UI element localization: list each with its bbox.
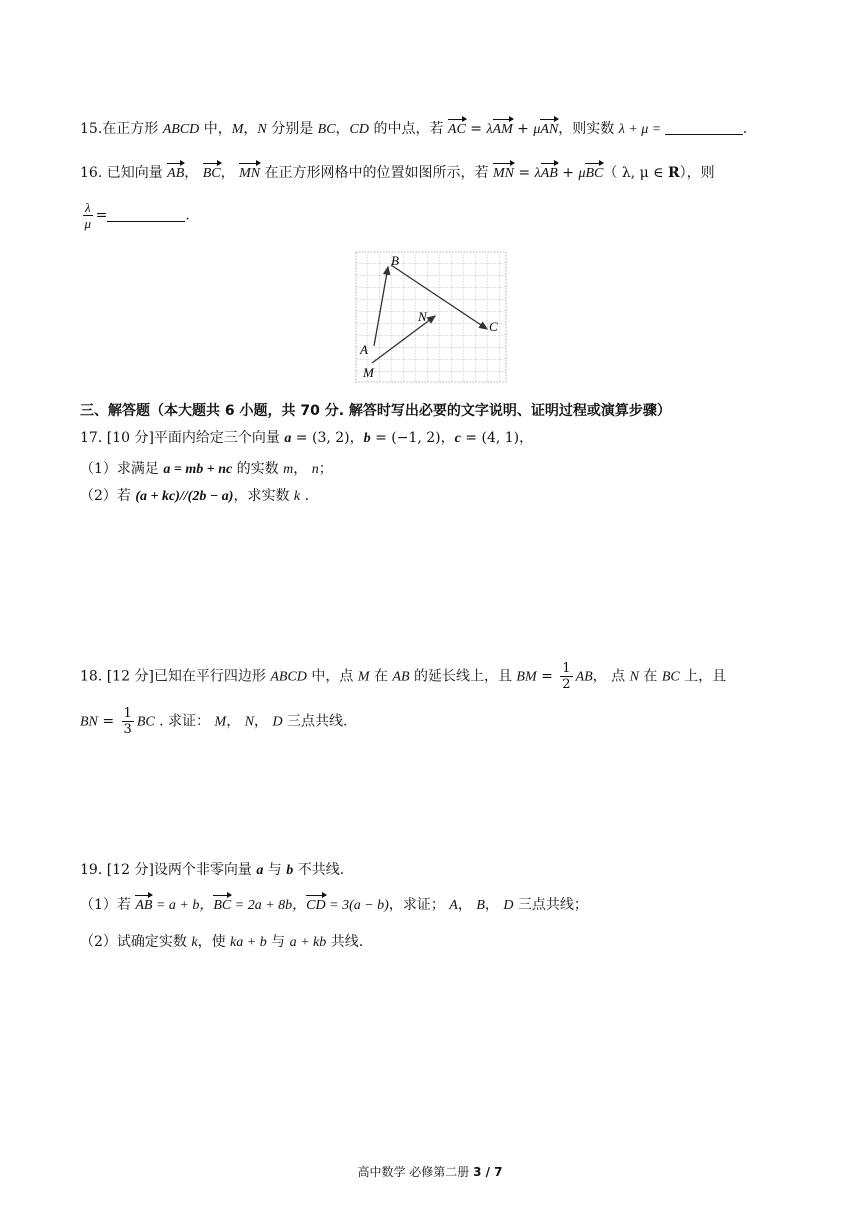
question-17-part-1: （1）求满足 a = mb + nc 的实数 m， n； (80, 461, 333, 477)
label-a: A (360, 342, 368, 357)
label-m: M (363, 365, 374, 380)
question-16-answer-line: $\frac{\lambda}{\mu}$ = . (84, 200, 190, 231)
question-19: 19. [12 分]设两个非零向量 a 与 b 不共线. (80, 862, 345, 878)
label-n: N (418, 309, 427, 324)
question-17: 17. [10 分]平面内给定三个向量 a = (3, 2)，b = (−1, 2)，c = (4, 1)， (80, 430, 534, 446)
vector-grid-figure (355, 251, 507, 383)
question-18-line-2: BN = $\frac{1}{3}$ BC . 求证： M， N， D 三点共线. (80, 706, 348, 737)
answer-blank-16[interactable] (107, 207, 185, 222)
label-b: B (391, 253, 399, 268)
answer-blank-15[interactable] (665, 120, 743, 135)
question-16: 16. 已知向量 AB， BC， MN 在正方形网格中的位置如图所示，若 MN = λAB + μBC（ λ, μ ∈ R），则 (80, 163, 715, 184)
label-c: C (489, 319, 498, 334)
page-footer: 高中数学 必修第二册 3 / 7 (357, 1165, 503, 1179)
question-19-part-1: （1）若 AB = a + b，BC = 2a + 8b，CD = 3(a − b)，求证； A， B， D 三点共线； (80, 895, 588, 916)
question-18: 18. [12 分]已知在平行四边形 ABCD 中，点 M 在 AB 的延长线上，且 BM = $\frac{1}{2}$ AB， 点 N 在 BC 上，且 (80, 661, 727, 692)
section-3-heading: 三、解答题（本大题共 6 小题，共 70 分. 解答时写出必要的文字说明、证明过程或演算步骤） (80, 403, 671, 419)
question-15: 15.在正方形 ABCD 中，M，N 分别是 BC，CD 的中点，若 AC = λAM + μAN，则实数 λ + μ = . (80, 119, 747, 140)
page-number: 3 / 7 (473, 1165, 503, 1179)
question-17-part-2: （2）若 (a + kc)//(2b − a)，求实数 k . (80, 488, 310, 504)
question-19-part-2: （2）试确定实数 k，使 ka + b 与 a + kb 共线. (80, 934, 364, 950)
